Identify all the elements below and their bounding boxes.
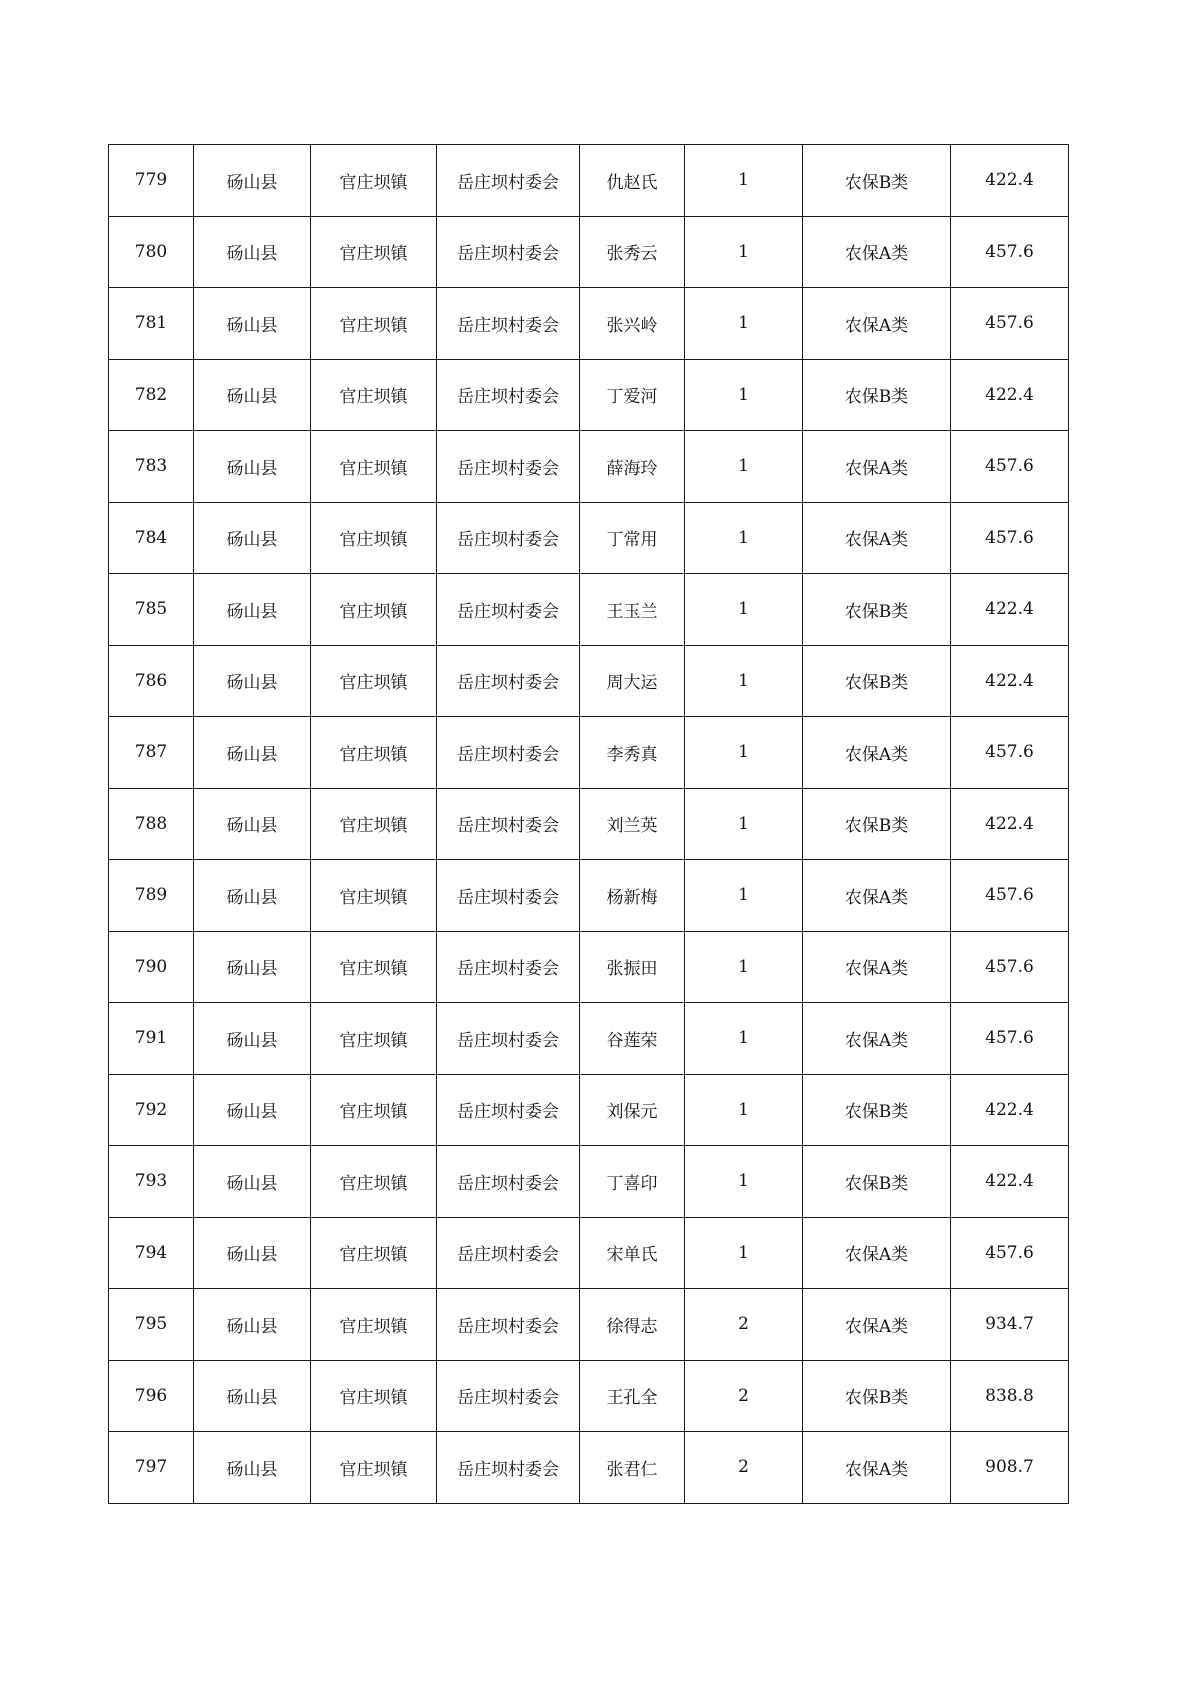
county-cell: 砀山县 xyxy=(194,1432,311,1504)
county-cell: 砀山县 xyxy=(194,359,311,431)
village-committee-cell: 岳庄坝村委会 xyxy=(437,717,580,789)
village-committee-cell: 岳庄坝村委会 xyxy=(437,288,580,360)
village-committee-cell: 岳庄坝村委会 xyxy=(437,645,580,717)
county-cell: 砀山县 xyxy=(194,431,311,503)
village-committee-cell: 岳庄坝村委会 xyxy=(437,788,580,860)
household-count-cell: 2 xyxy=(685,1432,803,1504)
table-row xyxy=(109,1074,1069,1146)
county-cell: 砀山县 xyxy=(194,1003,311,1075)
row-number-cell: 785 xyxy=(109,574,194,646)
household-count-cell: 1 xyxy=(685,1003,803,1075)
insurance-category-cell: 农保B类 xyxy=(803,145,951,217)
town-cell: 官庄坝镇 xyxy=(311,931,437,1003)
village-committee-cell: 岳庄坝村委会 xyxy=(437,1360,580,1432)
insurance-category-cell: 农保A类 xyxy=(803,288,951,360)
town-cell: 官庄坝镇 xyxy=(311,788,437,860)
county-cell: 砀山县 xyxy=(194,788,311,860)
village-committee-cell: 岳庄坝村委会 xyxy=(437,431,580,503)
insurance-category-cell: 农保B类 xyxy=(803,1074,951,1146)
town-cell: 官庄坝镇 xyxy=(311,1289,437,1361)
county-cell: 砀山县 xyxy=(194,574,311,646)
person-name-cell: 刘保元 xyxy=(580,1074,685,1146)
county-cell: 砀山县 xyxy=(194,1360,311,1432)
person-name-cell: 周大运 xyxy=(580,645,685,717)
insurance-category-cell: 农保A类 xyxy=(803,1289,951,1361)
village-committee-cell: 岳庄坝村委会 xyxy=(437,359,580,431)
county-cell: 砀山县 xyxy=(194,860,311,932)
amount-cell: 422.4 xyxy=(951,359,1069,431)
county-cell: 砀山县 xyxy=(194,216,311,288)
amount-cell: 457.6 xyxy=(951,216,1069,288)
person-name-cell: 徐得志 xyxy=(580,1289,685,1361)
amount-cell: 422.4 xyxy=(951,645,1069,717)
household-count-cell: 1 xyxy=(685,431,803,503)
town-cell: 官庄坝镇 xyxy=(311,502,437,574)
row-number-cell: 786 xyxy=(109,645,194,717)
town-cell: 官庄坝镇 xyxy=(311,574,437,646)
county-cell: 砀山县 xyxy=(194,645,311,717)
amount-cell: 457.6 xyxy=(951,717,1069,789)
county-cell: 砀山县 xyxy=(194,502,311,574)
insurance-category-cell: 农保A类 xyxy=(803,502,951,574)
county-cell: 砀山县 xyxy=(194,1289,311,1361)
insurance-category-cell: 农保A类 xyxy=(803,717,951,789)
amount-cell: 422.4 xyxy=(951,145,1069,217)
amount-cell: 457.6 xyxy=(951,1217,1069,1289)
insurance-category-cell: 农保A类 xyxy=(803,216,951,288)
town-cell: 官庄坝镇 xyxy=(311,359,437,431)
insurance-category-cell: 农保A类 xyxy=(803,1432,951,1504)
person-name-cell: 谷莲荣 xyxy=(580,1003,685,1075)
town-cell: 官庄坝镇 xyxy=(311,145,437,217)
person-name-cell: 刘兰英 xyxy=(580,788,685,860)
insurance-category-cell: 农保A类 xyxy=(803,931,951,1003)
table-row xyxy=(109,717,1069,789)
insurance-category-cell: 农保B类 xyxy=(803,359,951,431)
table-row xyxy=(109,502,1069,574)
town-cell: 官庄坝镇 xyxy=(311,1432,437,1504)
person-name-cell: 张秀云 xyxy=(580,216,685,288)
row-number-cell: 779 xyxy=(109,145,194,217)
household-count-cell: 1 xyxy=(685,145,803,217)
household-count-cell: 1 xyxy=(685,1146,803,1218)
village-committee-cell: 岳庄坝村委会 xyxy=(437,145,580,217)
insurance-category-cell: 农保A类 xyxy=(803,1003,951,1075)
household-count-cell: 1 xyxy=(685,288,803,360)
household-count-cell: 1 xyxy=(685,1074,803,1146)
county-cell: 砀山县 xyxy=(194,717,311,789)
town-cell: 官庄坝镇 xyxy=(311,288,437,360)
amount-cell: 457.6 xyxy=(951,431,1069,503)
town-cell: 官庄坝镇 xyxy=(311,717,437,789)
town-cell: 官庄坝镇 xyxy=(311,216,437,288)
person-name-cell: 王玉兰 xyxy=(580,574,685,646)
town-cell: 官庄坝镇 xyxy=(311,860,437,932)
row-number-cell: 787 xyxy=(109,717,194,789)
table-row xyxy=(109,1360,1069,1432)
amount-cell: 457.6 xyxy=(951,1003,1069,1075)
county-cell: 砀山县 xyxy=(194,1217,311,1289)
amount-cell: 934.7 xyxy=(951,1289,1069,1361)
row-number-cell: 780 xyxy=(109,216,194,288)
household-count-cell: 1 xyxy=(685,931,803,1003)
amount-cell: 422.4 xyxy=(951,1074,1069,1146)
household-count-cell: 1 xyxy=(685,359,803,431)
table-row xyxy=(109,1146,1069,1218)
row-number-cell: 794 xyxy=(109,1217,194,1289)
village-committee-cell: 岳庄坝村委会 xyxy=(437,1289,580,1361)
insurance-category-cell: 农保B类 xyxy=(803,1146,951,1218)
insurance-category-cell: 农保B类 xyxy=(803,574,951,646)
table-row xyxy=(109,216,1069,288)
table-row xyxy=(109,1432,1069,1504)
table-row xyxy=(109,145,1069,217)
village-committee-cell: 岳庄坝村委会 xyxy=(437,574,580,646)
table-row xyxy=(109,288,1069,360)
town-cell: 官庄坝镇 xyxy=(311,1360,437,1432)
person-name-cell: 丁常用 xyxy=(580,502,685,574)
amount-cell: 457.6 xyxy=(951,288,1069,360)
row-number-cell: 789 xyxy=(109,860,194,932)
table-body xyxy=(109,145,1069,1504)
county-cell: 砀山县 xyxy=(194,288,311,360)
person-name-cell: 丁爱河 xyxy=(580,359,685,431)
row-number-cell: 782 xyxy=(109,359,194,431)
household-count-cell: 1 xyxy=(685,502,803,574)
table-row xyxy=(109,1289,1069,1361)
insurance-category-cell: 农保A类 xyxy=(803,1217,951,1289)
data-table xyxy=(108,144,1069,1504)
household-count-cell: 1 xyxy=(685,717,803,789)
row-number-cell: 783 xyxy=(109,431,194,503)
town-cell: 官庄坝镇 xyxy=(311,431,437,503)
county-cell: 砀山县 xyxy=(194,1146,311,1218)
amount-cell: 457.6 xyxy=(951,931,1069,1003)
person-name-cell: 王孔全 xyxy=(580,1360,685,1432)
table-row xyxy=(109,574,1069,646)
person-name-cell: 丁喜印 xyxy=(580,1146,685,1218)
person-name-cell: 仇赵氏 xyxy=(580,145,685,217)
county-cell: 砀山县 xyxy=(194,145,311,217)
village-committee-cell: 岳庄坝村委会 xyxy=(437,1003,580,1075)
insurance-category-cell: 农保B类 xyxy=(803,788,951,860)
person-name-cell: 李秀真 xyxy=(580,717,685,789)
insurance-category-cell: 农保A类 xyxy=(803,860,951,932)
amount-cell: 838.8 xyxy=(951,1360,1069,1432)
household-count-cell: 1 xyxy=(685,1217,803,1289)
amount-cell: 457.6 xyxy=(951,502,1069,574)
row-number-cell: 784 xyxy=(109,502,194,574)
table-row xyxy=(109,1003,1069,1075)
row-number-cell: 796 xyxy=(109,1360,194,1432)
person-name-cell: 张振田 xyxy=(580,931,685,1003)
household-count-cell: 1 xyxy=(685,860,803,932)
village-committee-cell: 岳庄坝村委会 xyxy=(437,1217,580,1289)
household-count-cell: 2 xyxy=(685,1289,803,1361)
row-number-cell: 790 xyxy=(109,931,194,1003)
amount-cell: 422.4 xyxy=(951,574,1069,646)
table-row xyxy=(109,645,1069,717)
person-name-cell: 薛海玲 xyxy=(580,431,685,503)
table-row xyxy=(109,1217,1069,1289)
person-name-cell: 张君仁 xyxy=(580,1432,685,1504)
row-number-cell: 781 xyxy=(109,288,194,360)
town-cell: 官庄坝镇 xyxy=(311,645,437,717)
amount-cell: 908.7 xyxy=(951,1432,1069,1504)
amount-cell: 422.4 xyxy=(951,1146,1069,1218)
table-row xyxy=(109,431,1069,503)
village-committee-cell: 岳庄坝村委会 xyxy=(437,931,580,1003)
village-committee-cell: 岳庄坝村委会 xyxy=(437,860,580,932)
insurance-category-cell: 农保B类 xyxy=(803,1360,951,1432)
village-committee-cell: 岳庄坝村委会 xyxy=(437,1146,580,1218)
row-number-cell: 792 xyxy=(109,1074,194,1146)
household-count-cell: 2 xyxy=(685,1360,803,1432)
county-cell: 砀山县 xyxy=(194,931,311,1003)
village-committee-cell: 岳庄坝村委会 xyxy=(437,216,580,288)
county-cell: 砀山县 xyxy=(194,1074,311,1146)
table-row xyxy=(109,359,1069,431)
village-committee-cell: 岳庄坝村委会 xyxy=(437,1432,580,1504)
amount-cell: 457.6 xyxy=(951,860,1069,932)
row-number-cell: 795 xyxy=(109,1289,194,1361)
town-cell: 官庄坝镇 xyxy=(311,1074,437,1146)
table-row xyxy=(109,788,1069,860)
person-name-cell: 张兴岭 xyxy=(580,288,685,360)
town-cell: 官庄坝镇 xyxy=(311,1003,437,1075)
person-name-cell: 宋单氏 xyxy=(580,1217,685,1289)
amount-cell: 422.4 xyxy=(951,788,1069,860)
insurance-category-cell: 农保B类 xyxy=(803,645,951,717)
household-count-cell: 1 xyxy=(685,788,803,860)
town-cell: 官庄坝镇 xyxy=(311,1146,437,1218)
row-number-cell: 797 xyxy=(109,1432,194,1504)
household-count-cell: 1 xyxy=(685,574,803,646)
table-row xyxy=(109,860,1069,932)
insurance-category-cell: 农保A类 xyxy=(803,431,951,503)
person-name-cell: 杨新梅 xyxy=(580,860,685,932)
row-number-cell: 791 xyxy=(109,1003,194,1075)
household-count-cell: 1 xyxy=(685,645,803,717)
village-committee-cell: 岳庄坝村委会 xyxy=(437,502,580,574)
table-row xyxy=(109,931,1069,1003)
row-number-cell: 788 xyxy=(109,788,194,860)
town-cell: 官庄坝镇 xyxy=(311,1217,437,1289)
village-committee-cell: 岳庄坝村委会 xyxy=(437,1074,580,1146)
row-number-cell: 793 xyxy=(109,1146,194,1218)
household-count-cell: 1 xyxy=(685,216,803,288)
